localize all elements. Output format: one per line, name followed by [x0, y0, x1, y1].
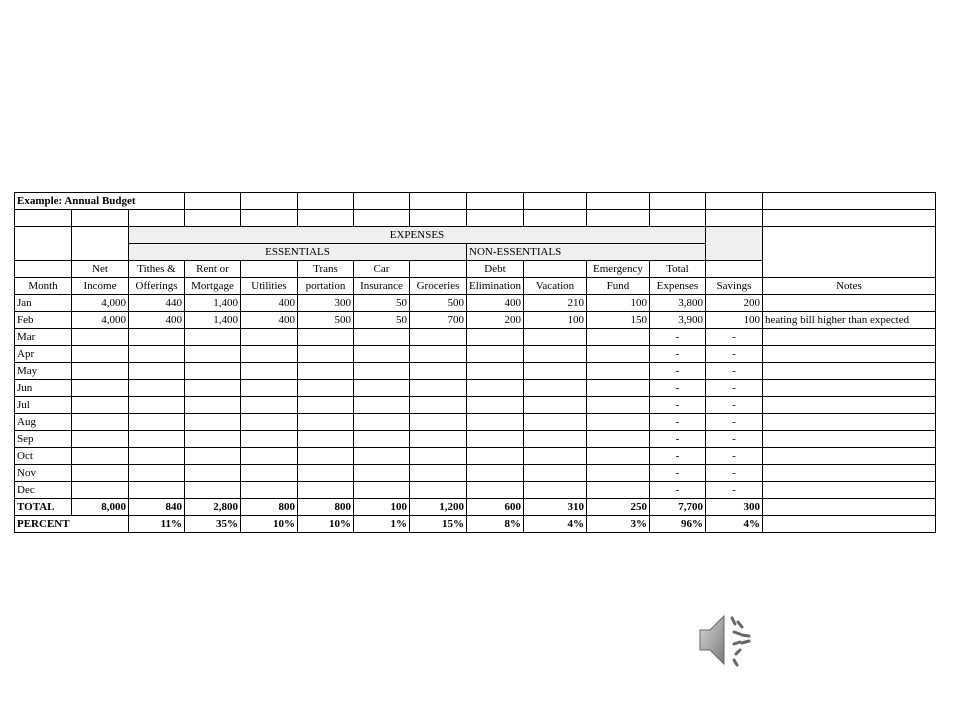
table-cell[interactable] [354, 482, 410, 499]
notes-cell[interactable] [762, 363, 935, 380]
table-cell[interactable]: - [649, 414, 705, 431]
month-label[interactable]: Apr [15, 346, 72, 363]
sheet-title[interactable]: Example: Annual Budget [15, 193, 185, 210]
table-cell[interactable] [185, 397, 241, 414]
table-cell[interactable] [298, 414, 354, 431]
table-cell[interactable] [762, 499, 935, 516]
column-header-top[interactable] [241, 261, 298, 278]
speaker-icon[interactable] [696, 610, 760, 670]
table-cell[interactable] [586, 346, 649, 363]
table-cell[interactable]: 200 [705, 295, 762, 312]
table-cell[interactable]: 3,900 [649, 312, 705, 329]
table-cell[interactable] [354, 414, 410, 431]
table-cell[interactable]: - [649, 482, 705, 499]
table-cell[interactable] [72, 397, 129, 414]
table-cell[interactable] [467, 380, 524, 397]
table-cell[interactable] [72, 380, 129, 397]
table-cell[interactable] [298, 380, 354, 397]
table-cell[interactable]: - [649, 346, 705, 363]
table-cell[interactable] [523, 346, 586, 363]
table-cell[interactable] [129, 448, 185, 465]
table-cell[interactable] [129, 414, 185, 431]
table-cell[interactable] [72, 363, 129, 380]
column-header-top[interactable]: Rent or [185, 261, 241, 278]
table-cell[interactable] [185, 380, 241, 397]
table-cell[interactable] [298, 431, 354, 448]
table-cell[interactable] [129, 346, 185, 363]
month-row [15, 414, 936, 431]
table-cell[interactable] [241, 448, 298, 465]
month-label[interactable]: Feb [15, 312, 72, 329]
table-cell[interactable]: 3% [586, 516, 649, 533]
table-cell[interactable] [354, 346, 410, 363]
month-row [15, 465, 936, 482]
table-cell[interactable]: 1% [354, 516, 410, 533]
table-cell[interactable] [241, 363, 298, 380]
table-cell[interactable] [298, 397, 354, 414]
table-cell[interactable]: 200 [467, 312, 524, 329]
table-cell[interactable] [185, 482, 241, 499]
notes-cell[interactable] [762, 482, 935, 499]
column-header[interactable]: Mortgage [185, 278, 241, 295]
table-cell[interactable]: 4% [705, 516, 762, 533]
table-cell[interactable]: 96% [649, 516, 705, 533]
table-cell[interactable]: 1,200 [410, 499, 467, 516]
table-cell[interactable]: 100 [354, 499, 410, 516]
table-cell[interactable]: 600 [467, 499, 524, 516]
table-cell[interactable]: - [705, 414, 762, 431]
column-header-top[interactable] [410, 261, 467, 278]
table-cell[interactable] [410, 431, 467, 448]
table-cell[interactable] [410, 346, 467, 363]
month-label[interactable]: Jul [15, 397, 72, 414]
table-cell[interactable] [467, 465, 524, 482]
table-cell[interactable]: 15% [410, 516, 467, 533]
column-header-top[interactable]: Debt [467, 261, 524, 278]
notes-cell[interactable] [762, 431, 935, 448]
table-cell[interactable] [298, 448, 354, 465]
table-cell[interactable] [185, 414, 241, 431]
month-label[interactable]: Jan [15, 295, 72, 312]
month-label[interactable]: Mar [15, 329, 72, 346]
table-cell[interactable] [523, 380, 586, 397]
table-cell[interactable] [586, 329, 649, 346]
month-label[interactable]: Jun [15, 380, 72, 397]
column-header-top[interactable] [705, 261, 762, 278]
table-cell[interactable]: 100 [705, 312, 762, 329]
table-cell[interactable] [72, 431, 129, 448]
column-header-top[interactable]: Emergency [586, 261, 649, 278]
table-cell[interactable]: - [705, 346, 762, 363]
table-cell[interactable] [467, 431, 524, 448]
table-cell[interactable] [185, 431, 241, 448]
table-cell[interactable]: 500 [410, 295, 467, 312]
table-cell[interactable] [410, 329, 467, 346]
month-row [15, 312, 936, 329]
month-label[interactable]: Dec [15, 482, 72, 499]
column-header[interactable]: Elimination [467, 278, 524, 295]
table-cell[interactable] [129, 431, 185, 448]
table-cell[interactable]: - [649, 329, 705, 346]
table-cell[interactable]: - [705, 380, 762, 397]
table-cell[interactable]: - [705, 329, 762, 346]
table-cell[interactable] [467, 346, 524, 363]
table-cell[interactable] [72, 482, 129, 499]
table-cell[interactable] [467, 482, 524, 499]
table-cell[interactable] [185, 448, 241, 465]
table-cell[interactable] [298, 346, 354, 363]
table-cell[interactable]: 2,800 [185, 499, 241, 516]
table-cell[interactable]: 10% [298, 516, 354, 533]
month-row [15, 295, 936, 312]
month-label[interactable]: Sep [15, 431, 72, 448]
table-cell[interactable] [467, 397, 524, 414]
table-cell[interactable]: 4,000 [72, 312, 129, 329]
column-header[interactable]: Utilities [241, 278, 298, 295]
table-cell[interactable] [523, 397, 586, 414]
table-cell[interactable] [72, 346, 129, 363]
table-cell[interactable] [241, 329, 298, 346]
table-cell[interactable]: 300 [298, 295, 354, 312]
table-cell[interactable] [410, 448, 467, 465]
table-cell[interactable] [129, 363, 185, 380]
table-cell[interactable] [762, 516, 935, 533]
table-cell[interactable] [523, 414, 586, 431]
notes-cell[interactable] [762, 448, 935, 465]
table-cell[interactable]: 500 [298, 312, 354, 329]
column-header-row-bottom [15, 278, 936, 295]
column-header[interactable]: Notes [762, 278, 935, 295]
month-label[interactable]: May [15, 363, 72, 380]
non-essentials-header[interactable]: NON-ESSENTIALS [467, 244, 706, 261]
table-cell[interactable]: 3,800 [649, 295, 705, 312]
table-cell[interactable] [467, 363, 524, 380]
table-cell[interactable]: - [705, 431, 762, 448]
table-cell[interactable] [467, 448, 524, 465]
table-cell[interactable] [467, 329, 524, 346]
table-cell[interactable]: - [705, 397, 762, 414]
table-cell[interactable]: 210 [523, 295, 586, 312]
table-cell[interactable]: - [649, 363, 705, 380]
column-header[interactable]: Month [15, 278, 72, 295]
table-cell[interactable] [523, 482, 586, 499]
table-cell[interactable]: 100 [586, 295, 649, 312]
table-cell[interactable] [523, 465, 586, 482]
table-cell[interactable] [241, 482, 298, 499]
table-cell[interactable]: 800 [298, 499, 354, 516]
table-cell[interactable] [586, 465, 649, 482]
table-cell[interactable] [241, 431, 298, 448]
column-header[interactable]: Vacation [523, 278, 586, 295]
notes-cell[interactable] [762, 465, 935, 482]
table-cell[interactable]: - [649, 431, 705, 448]
table-cell[interactable] [241, 414, 298, 431]
table-cell[interactable]: 8,000 [72, 499, 129, 516]
column-header-top[interactable]: Trans [298, 261, 354, 278]
table-cell[interactable] [410, 465, 467, 482]
total-row-label[interactable]: TOTAL [15, 499, 72, 516]
table-cell[interactable] [523, 363, 586, 380]
percent-row [15, 516, 936, 533]
table-cell[interactable] [586, 482, 649, 499]
table-cell[interactable] [586, 448, 649, 465]
table-cell[interactable]: 840 [129, 499, 185, 516]
essentials-header[interactable]: ESSENTIALS [129, 244, 467, 261]
table-cell[interactable] [72, 414, 129, 431]
table-cell[interactable]: 400 [241, 295, 298, 312]
column-header-top[interactable]: Car [354, 261, 410, 278]
column-header[interactable]: Insurance [354, 278, 410, 295]
month-row [15, 380, 936, 397]
table-cell[interactable] [410, 414, 467, 431]
column-header-top[interactable]: Total [649, 261, 705, 278]
table-cell[interactable]: - [705, 448, 762, 465]
table-cell[interactable]: 800 [241, 499, 298, 516]
table-cell[interactable] [298, 465, 354, 482]
table-cell[interactable] [185, 346, 241, 363]
table-cell[interactable] [523, 329, 586, 346]
table-cell[interactable] [410, 363, 467, 380]
table-cell[interactable]: 100 [523, 312, 586, 329]
table-cell[interactable] [354, 465, 410, 482]
table-cell[interactable]: 4% [523, 516, 586, 533]
table-cell[interactable] [72, 465, 129, 482]
month-label[interactable]: Aug [15, 414, 72, 431]
column-header-top[interactable]: Net [72, 261, 129, 278]
table-cell[interactable]: 1,400 [185, 312, 241, 329]
table-cell[interactable] [354, 431, 410, 448]
month-row [15, 329, 936, 346]
table-cell[interactable] [72, 329, 129, 346]
table-cell[interactable]: 1,400 [185, 295, 241, 312]
expenses-header-row [15, 227, 936, 244]
table-cell[interactable]: - [649, 380, 705, 397]
table-cell[interactable]: - [705, 363, 762, 380]
notes-cell[interactable] [762, 329, 935, 346]
table-cell[interactable]: 7,700 [649, 499, 705, 516]
table-cell[interactable]: - [649, 397, 705, 414]
table-cell[interactable]: 250 [586, 499, 649, 516]
table-cell[interactable]: 50 [354, 295, 410, 312]
notes-cell[interactable] [762, 397, 935, 414]
month-label[interactable]: Nov [15, 465, 72, 482]
expenses-header[interactable]: EXPENSES [129, 227, 706, 244]
column-header-top[interactable] [15, 261, 72, 278]
table-cell[interactable]: 700 [410, 312, 467, 329]
table-cell[interactable]: 35% [185, 516, 241, 533]
table-cell[interactable] [586, 414, 649, 431]
table-cell[interactable] [586, 380, 649, 397]
table-cell[interactable] [185, 363, 241, 380]
notes-cell[interactable]: heating bill higher than expected [762, 312, 935, 329]
table-cell[interactable] [354, 380, 410, 397]
column-header[interactable]: Expenses [649, 278, 705, 295]
spacer-row [15, 210, 936, 227]
table-cell[interactable]: 50 [354, 312, 410, 329]
total-row [15, 499, 936, 516]
table-cell[interactable]: 440 [129, 295, 185, 312]
table-cell[interactable] [354, 329, 410, 346]
table-cell[interactable]: 400 [467, 295, 524, 312]
table-cell[interactable] [467, 414, 524, 431]
table-cell[interactable] [185, 465, 241, 482]
table-cell[interactable] [586, 397, 649, 414]
table-cell[interactable]: 400 [129, 312, 185, 329]
month-row [15, 448, 936, 465]
table-cell[interactable] [129, 329, 185, 346]
month-row [15, 431, 936, 448]
table-cell[interactable] [523, 448, 586, 465]
notes-cell[interactable] [762, 295, 935, 312]
table-cell[interactable] [410, 397, 467, 414]
table-cell[interactable] [72, 448, 129, 465]
table-cell[interactable] [354, 448, 410, 465]
column-header[interactable]: Savings [705, 278, 762, 295]
column-header[interactable]: portation [298, 278, 354, 295]
table-cell[interactable]: 310 [523, 499, 586, 516]
table-cell[interactable]: - [649, 465, 705, 482]
month-row [15, 482, 936, 499]
table-cell[interactable]: 11% [129, 516, 185, 533]
table-cell[interactable]: 8% [467, 516, 524, 533]
table-cell[interactable] [129, 465, 185, 482]
table-cell[interactable] [298, 363, 354, 380]
column-header[interactable]: Fund [586, 278, 649, 295]
column-header[interactable]: Offerings [129, 278, 185, 295]
table-cell[interactable] [410, 380, 467, 397]
notes-cell[interactable] [762, 346, 935, 363]
table-cell[interactable] [241, 346, 298, 363]
table-cell[interactable] [241, 465, 298, 482]
table-cell[interactable] [241, 380, 298, 397]
table-cell[interactable] [185, 329, 241, 346]
table-cell[interactable] [354, 397, 410, 414]
table-cell[interactable]: 150 [586, 312, 649, 329]
table-cell[interactable]: 300 [705, 499, 762, 516]
month-label[interactable]: Oct [15, 448, 72, 465]
table-cell[interactable] [129, 397, 185, 414]
title-row [15, 193, 936, 210]
notes-cell[interactable] [762, 380, 935, 397]
table-cell[interactable]: - [705, 482, 762, 499]
column-header-top[interactable]: Tithes & [129, 261, 185, 278]
column-header-top[interactable] [523, 261, 586, 278]
table-cell[interactable] [129, 482, 185, 499]
table-cell[interactable]: - [705, 465, 762, 482]
column-header[interactable]: Income [72, 278, 129, 295]
percent-row-label[interactable]: PERCENT [15, 516, 129, 533]
table-cell[interactable] [241, 397, 298, 414]
table-cell[interactable]: - [649, 448, 705, 465]
table-cell[interactable]: 4,000 [72, 295, 129, 312]
budget-spreadsheet [14, 192, 936, 533]
column-header[interactable]: Groceries [410, 278, 467, 295]
table-cell[interactable] [298, 329, 354, 346]
table-cell[interactable] [129, 380, 185, 397]
month-row [15, 397, 936, 414]
month-row [15, 363, 936, 380]
table-cell[interactable] [410, 482, 467, 499]
notes-cell[interactable] [762, 414, 935, 431]
table-cell[interactable] [586, 363, 649, 380]
table-cell[interactable]: 400 [241, 312, 298, 329]
month-row [15, 346, 936, 363]
table-cell[interactable] [523, 431, 586, 448]
table-cell[interactable] [354, 363, 410, 380]
table-cell[interactable] [298, 482, 354, 499]
table-cell[interactable]: 10% [241, 516, 298, 533]
table-cell[interactable] [586, 431, 649, 448]
